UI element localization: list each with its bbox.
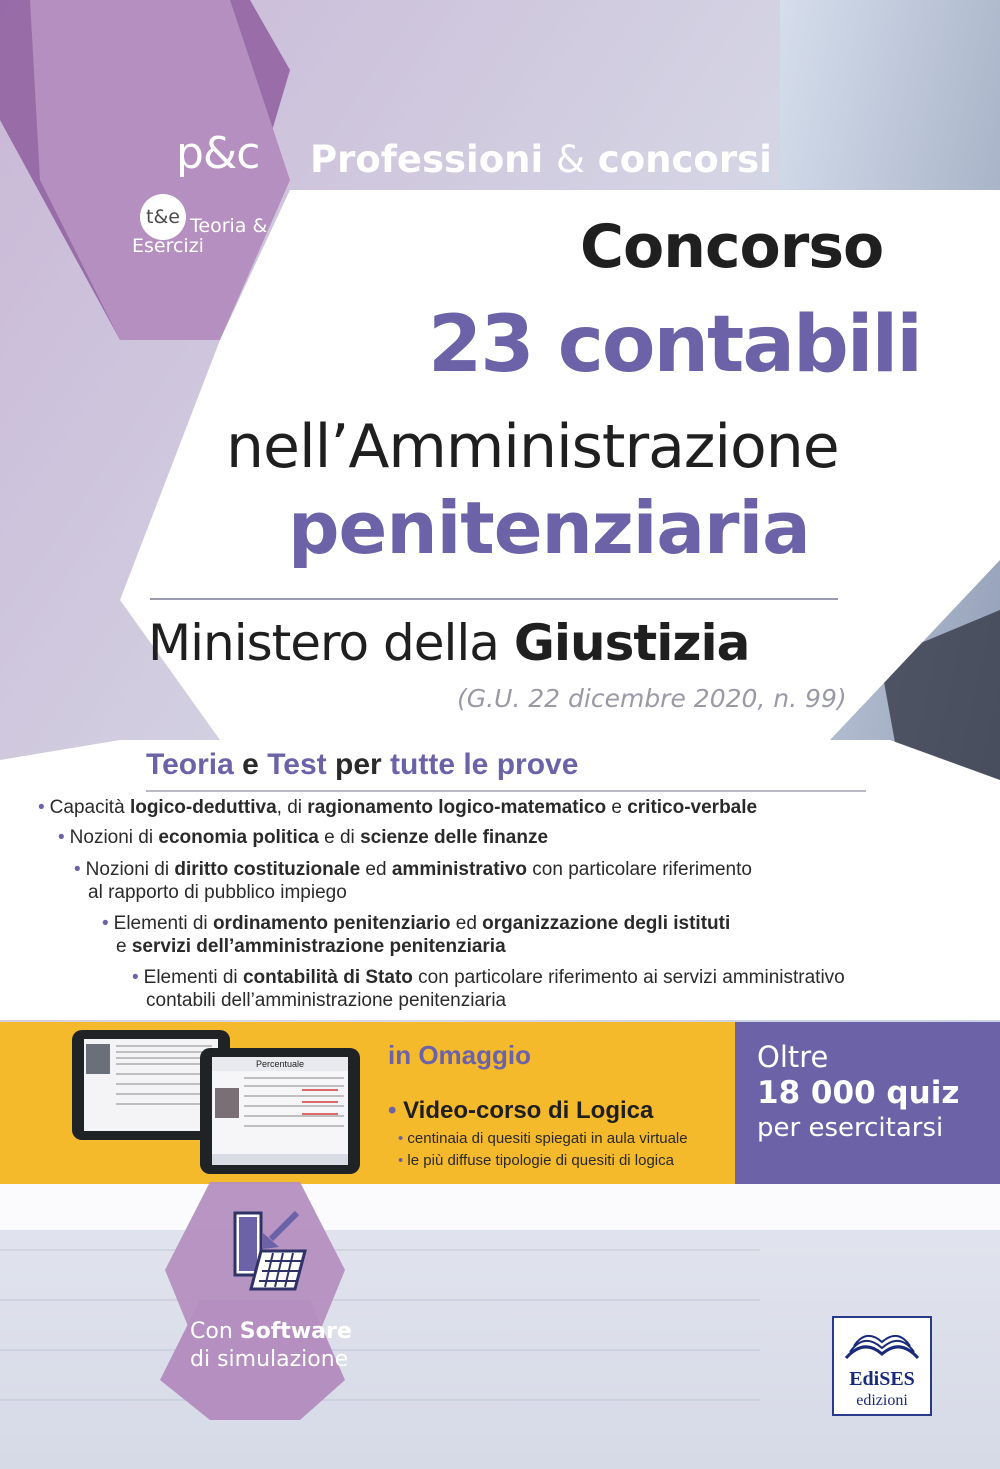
list-item: • Capacità logico-deduttiva, di ragionamento logico-matematico e critico-verbale	[38, 797, 758, 818]
te-label-line2: Esercizi	[132, 235, 204, 257]
item5-line2: contabili dell’amministrazione penitenziaria	[146, 990, 507, 1011]
tablet2-title: Percentuale	[255, 1059, 305, 1069]
title-line3: nell’Amministrazione	[226, 412, 839, 482]
quiz-box	[757, 1040, 977, 1144]
ministry-b: Giustizia	[513, 614, 750, 672]
item1-e: e	[606, 797, 628, 818]
item1-c: , di	[276, 797, 308, 818]
item2-b: economia politica	[158, 827, 319, 848]
ministry-a: Ministero della	[148, 614, 499, 672]
item4-d: organizzazione degli istituti	[482, 913, 731, 934]
title-divider	[150, 598, 838, 600]
quiz-line1: Oltre	[757, 1040, 829, 1074]
te-badge-icon: t&e	[140, 194, 186, 240]
heading-prove: tutte le prove	[390, 748, 579, 781]
title-line1: Concorso	[580, 212, 884, 282]
bonus-title: in Omaggio	[388, 1040, 531, 1070]
quiz-line3: per esercitarsi	[757, 1113, 944, 1143]
item3-line2: al rapporto di pubblico impiego	[88, 882, 347, 903]
item3-a: Nozioni di	[85, 859, 175, 880]
item4-c: ed	[450, 913, 483, 934]
list-item: • Elementi di ordinamento penitenziario ed organizzazione degli istituti e servizi dell’amministrazione penitenziaria	[102, 913, 731, 957]
bonus-sub1-label: centinaia di quesiti spiegati in aula virtuale	[407, 1130, 688, 1147]
software-line1-b: Software	[239, 1319, 352, 1344]
bonus-video-label: Video-corso di Logica	[403, 1097, 654, 1124]
item1-b: logico-deduttiva	[129, 797, 277, 818]
series-title-b: concorsi	[597, 138, 772, 181]
contents-heading	[146, 748, 578, 782]
item3-e: con particolare riferimento	[527, 859, 752, 880]
series-title	[310, 138, 772, 181]
software-line1-a: Con	[190, 1319, 240, 1344]
series-title-amp: &	[556, 138, 585, 181]
tablet-screenshots	[72, 1030, 372, 1180]
software-download-icon	[215, 1205, 315, 1295]
item2-d: scienze delle finanze	[360, 827, 549, 848]
item1-d: ragionamento logico-matematico	[307, 797, 607, 818]
item3-d: amministrativo	[391, 859, 528, 880]
item2-c: e di	[318, 827, 361, 848]
book-icon	[834, 1318, 930, 1364]
item1-f: critico-verbale	[627, 797, 758, 818]
te-label	[132, 216, 267, 256]
item5-c: con particolare riferimento ai servizi amministrativo	[412, 967, 845, 988]
ministry	[148, 614, 749, 672]
publisher-sub: edizioni	[856, 1392, 908, 1409]
software-line2: di simulazione	[190, 1347, 349, 1372]
title-line4: penitenziaria	[288, 486, 810, 570]
bonus-sub2: • le più diffuse tipologie di quesiti di logica	[398, 1152, 674, 1169]
heading-test: Test	[267, 748, 327, 781]
quiz-line2: 18 000 quiz	[757, 1075, 960, 1111]
bonus-video: • Video-corso di Logica	[388, 1097, 654, 1124]
bonus-sub1: • centinaia di quesiti spiegati in aula virtuale	[398, 1130, 688, 1147]
title-line2: 23 contabili	[428, 300, 922, 390]
publisher-name: EdiSES	[849, 1368, 915, 1390]
gazette-reference: (G.U. 22 dicembre 2020, n. 99)	[457, 684, 847, 713]
software-label	[190, 1318, 352, 1374]
item4-a: Elementi di	[113, 913, 213, 934]
list-item: • Nozioni di diritto costituzionale ed amministrativo con particolare riferimento al rapporto di pubblico impiego	[74, 859, 752, 903]
item4-b: ordinamento penitenziario	[212, 913, 451, 934]
item3-b: diritto costituzionale	[174, 859, 361, 880]
heading-e: e	[242, 748, 259, 781]
list-item: • Elementi di contabilità di Stato con particolare riferimento ai servizi amministrativo contabili dell’amministrazione penitenziaria	[132, 966, 992, 1012]
series-logo: p&c	[176, 128, 260, 179]
item4-line2-a: e	[116, 936, 132, 957]
item4-line2-b: servizi dell’amministrazione penitenziaria	[131, 936, 506, 957]
contents-divider	[146, 790, 866, 792]
item5-a: Elementi di	[143, 967, 243, 988]
item2-a: Nozioni di	[69, 827, 159, 848]
te-label-line1: Teoria &	[190, 215, 268, 237]
bonus-sub2-label: le più diffuse tipologie di quesiti di logica	[407, 1152, 674, 1169]
item5-b: contabilità di Stato	[242, 967, 413, 988]
heading-per: per	[335, 748, 382, 781]
list-item: • Nozioni di economia politica e di scienze delle finanze	[58, 827, 549, 848]
item3-c: ed	[360, 859, 392, 880]
item1-a: Capacità	[49, 797, 130, 818]
heading-teoria: Teoria	[146, 748, 234, 781]
series-title-a: Professioni	[310, 138, 544, 181]
